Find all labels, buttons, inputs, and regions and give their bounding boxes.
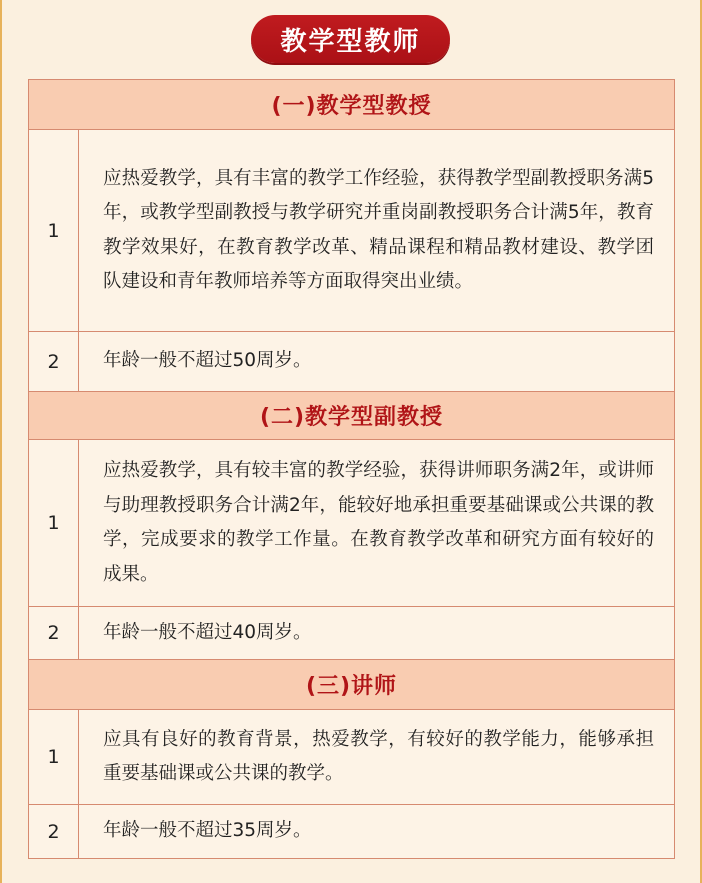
frame-left-border xyxy=(0,0,2,883)
requirements-table xyxy=(28,79,675,859)
section-heading: (二)教学型副教授 xyxy=(29,392,675,440)
section-header-lecturer xyxy=(29,660,675,710)
row-text: 应具有良好的教育背景，热爱教学，有较好的教学能力，能够承担重要基础课或公共课的教学。 xyxy=(79,710,675,805)
row-number: 1 xyxy=(29,130,79,332)
page-title: 教学型教师 xyxy=(251,15,450,63)
table-row xyxy=(29,710,675,805)
row-number: 2 xyxy=(29,332,79,392)
table-row xyxy=(29,440,675,607)
section-heading: (一)教学型教授 xyxy=(29,80,675,130)
table-row xyxy=(29,332,675,392)
row-number: 2 xyxy=(29,607,79,660)
section-heading: (三)讲师 xyxy=(29,660,675,710)
table-row xyxy=(29,805,675,859)
table-row xyxy=(29,130,675,332)
section-header-professor xyxy=(29,80,675,130)
row-text: 年龄一般不超过50周岁。 xyxy=(79,332,675,392)
table-row xyxy=(29,607,675,660)
row-number: 1 xyxy=(29,710,79,805)
row-text: 应热爱教学，具有丰富的教学工作经验，获得教学型副教授职务满5年，或教学型副教授与教学研究并重岗副教授职务合计满5年，教育教学效果好，在教育教学改革、精品课程和精品教材建设、教学团队建设和青年教师培养等方面取得突出业绩。 xyxy=(79,130,675,332)
row-text: 年龄一般不超过35周岁。 xyxy=(79,805,675,859)
row-text: 应热爱教学，具有较丰富的教学经验，获得讲师职务满2年，或讲师与助理教授职务合计满2年，能较好地承担重要基础课或公共课的教学，完成要求的教学工作量。在教育教学改革和研究方面有较好的成果。 xyxy=(79,440,675,607)
row-text: 年龄一般不超过40周岁。 xyxy=(79,607,675,660)
section-header-associate-professor xyxy=(29,392,675,440)
row-number: 2 xyxy=(29,805,79,859)
row-number: 1 xyxy=(29,440,79,607)
